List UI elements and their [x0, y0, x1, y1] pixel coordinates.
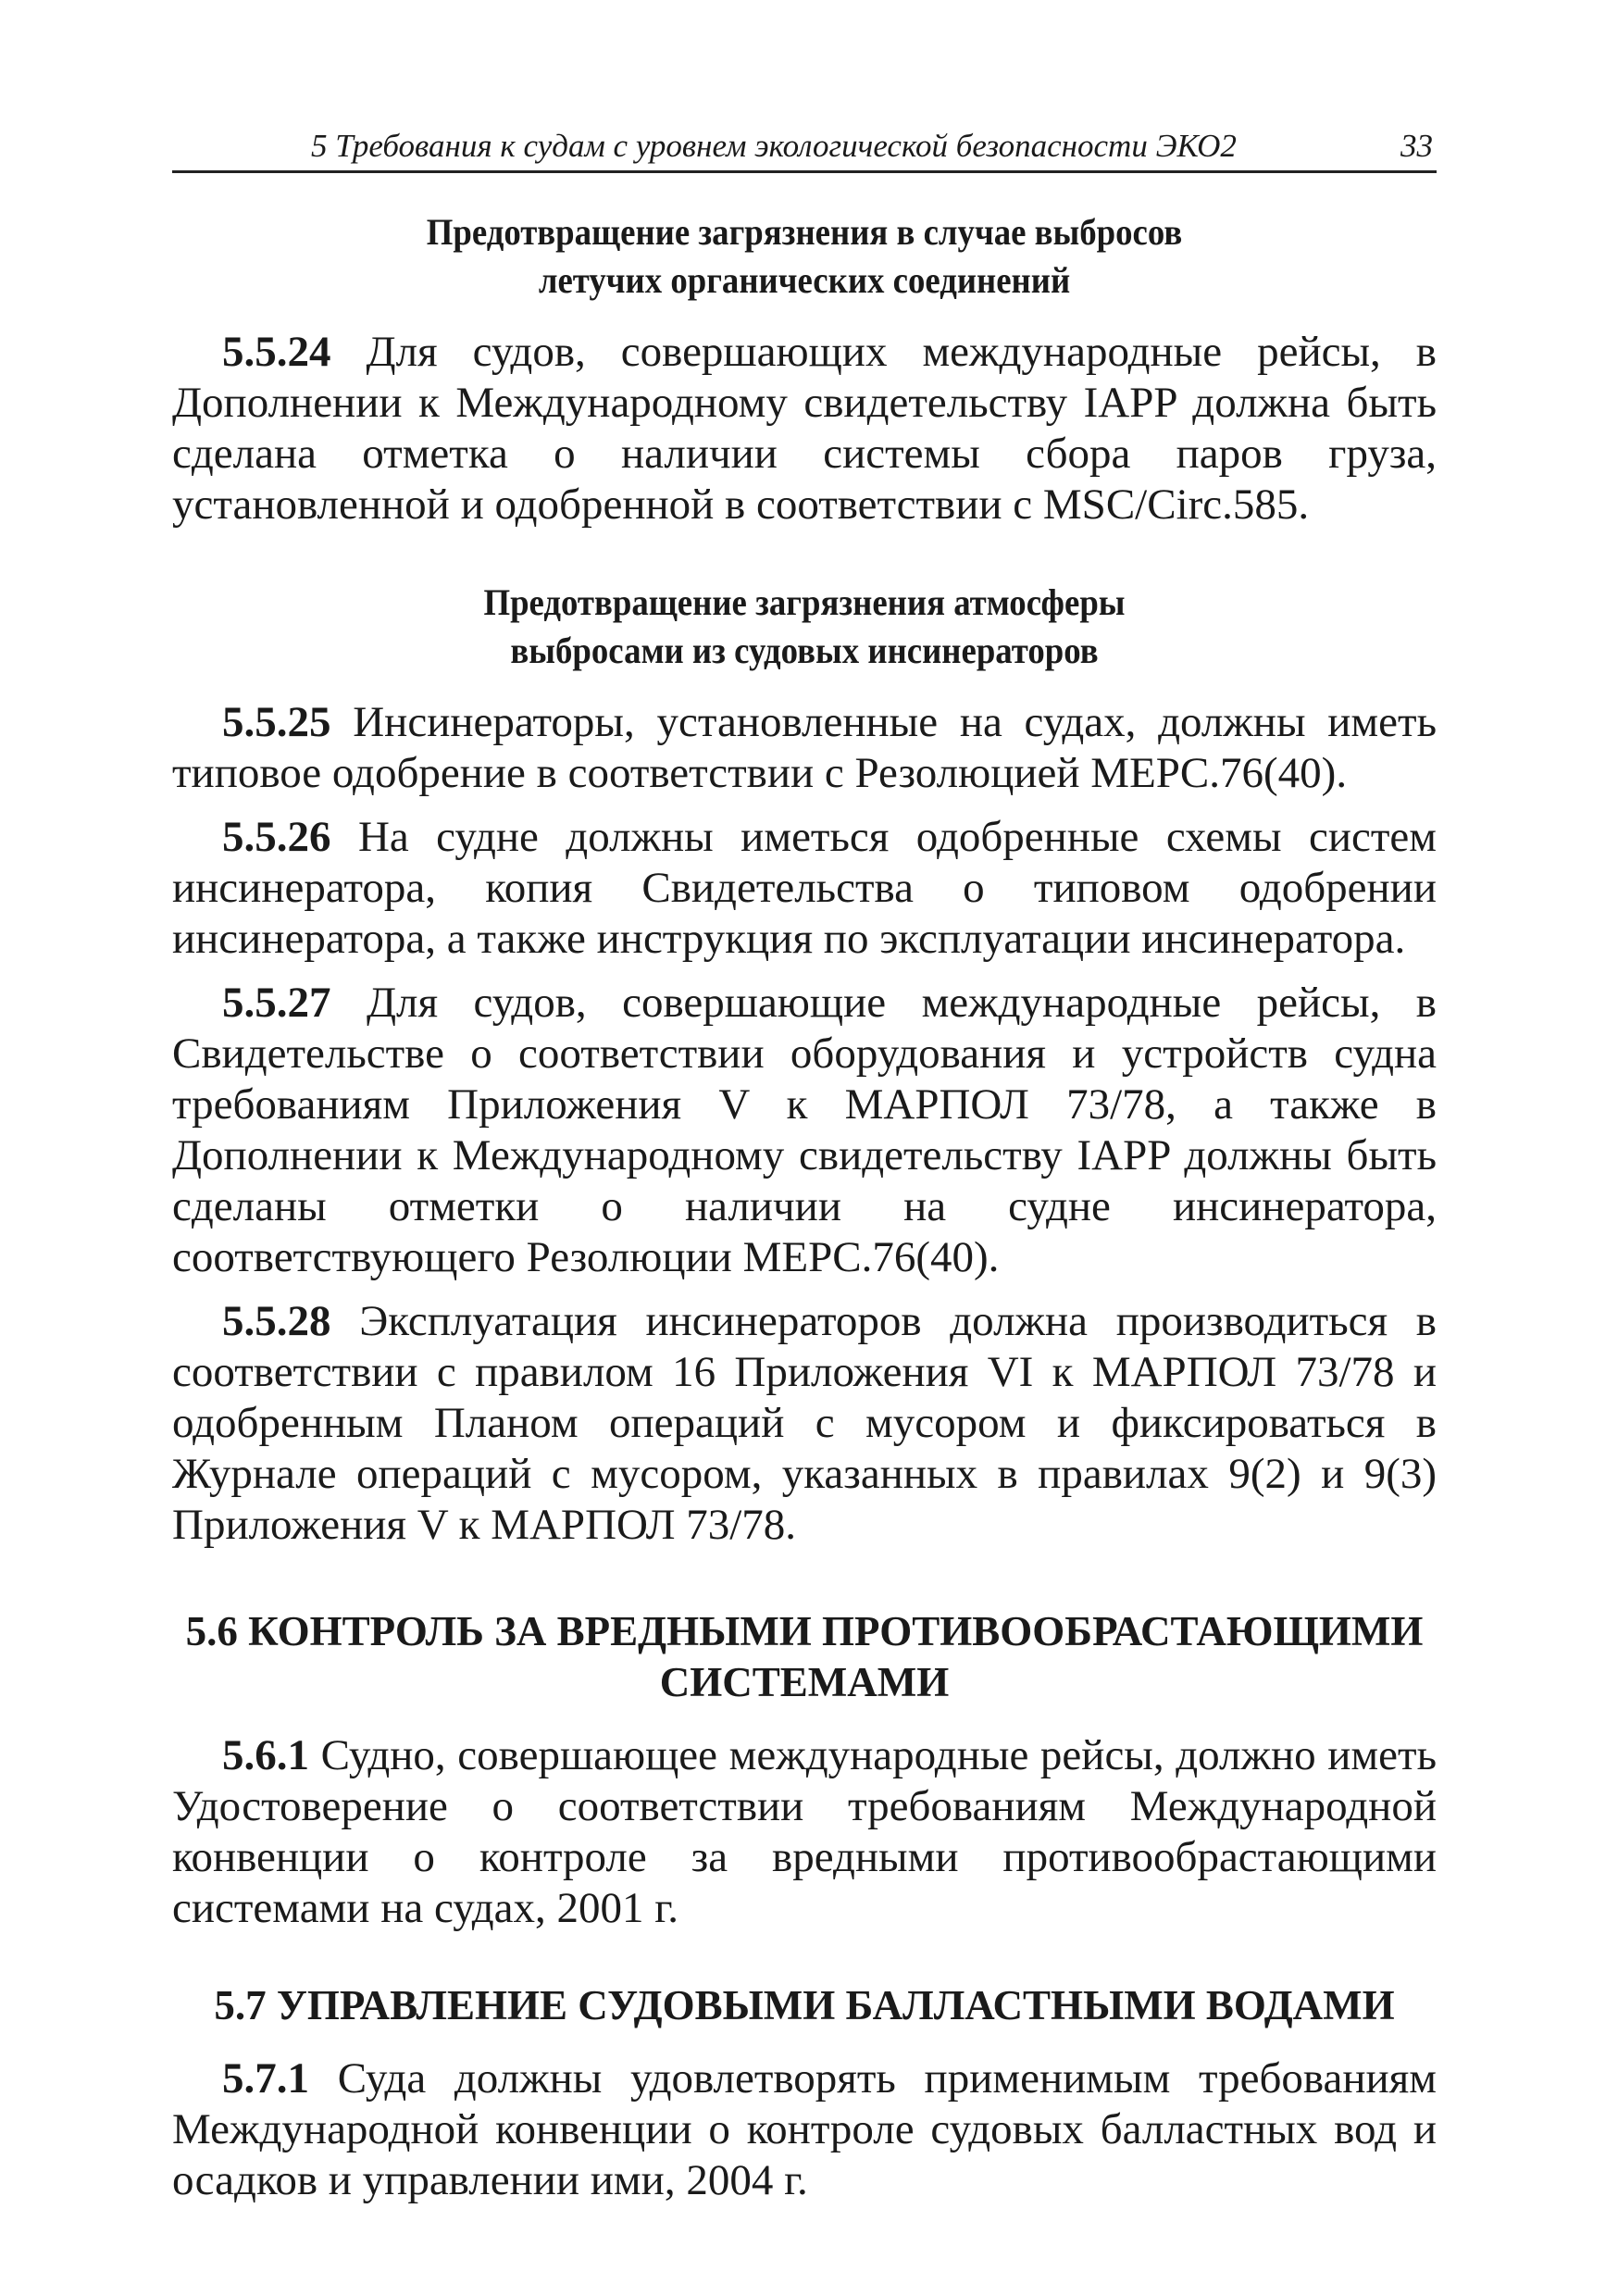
- clause-text: Эксплуатация инсинераторов должна производиться в соответствии с правилом 16 Приложения VI к МАРПОЛ 73/78 и одобренным Планом операций с мусором и фиксироваться в Журнале операций с мусором, указанных в правилах 9(2) и 9(3) Приложения V к МАРПОЛ 73/78.: [172, 1297, 1438, 1549]
- document-page: [172, 122, 1437, 2206]
- subheading-incinerators: [172, 579, 1437, 675]
- clause-number: 5.5.26: [222, 813, 331, 861]
- clause-text: Инсинераторы, установленные на судах, должны иметь типовое одобрение в соответствии с Резолюцией MEPC.76(40).: [172, 698, 1437, 797]
- section-heading-line: СИСТЕМАМИ: [659, 1659, 950, 1705]
- clause-text: Для судов, совершающих международные рейсы, в Дополнении к Международному свидетельству IAPP должна быть сделана отметка о наличии системы сбора паров груза, установленной и одобренной в соответствии с MSC/Circ.585.: [172, 328, 1438, 529]
- clause-number: 5.5.28: [222, 1297, 331, 1345]
- subheading-line: летучих органических соединений: [538, 259, 1071, 301]
- paragraph-5-6-1: [172, 1730, 1437, 1934]
- clause-text: Суда должны удовлетворять применимым требованиям Международной конвенции о контроле судовых балластных вод и осадков и управлении ими, 2004 г.: [172, 2054, 1438, 2204]
- section-heading-5-7: [172, 1980, 1437, 2031]
- clause-text: Для судов, совершающие международные рейсы, в Свидетельстве о соответствии оборудования и устройств судна требованиям Приложения V к МАРПОЛ 73/78, а также в Дополнении к Международному свидетельству IAPP должны быть сделаны отметки о наличии на судне инсинератора, соответствующего Резолюции MEPC.76(40).: [172, 979, 1438, 1281]
- clause-number: 5.7.1: [222, 2054, 309, 2103]
- clause-number: 5.5.24: [222, 328, 331, 376]
- section-heading-line: 5.6 КОНТРОЛЬ ЗА ВРЕДНЫМИ ПРОТИВООБРАСТАЮЩИМИ: [185, 1608, 1424, 1654]
- subheading-line: Предотвращение загрязнения атмосферы: [483, 581, 1126, 623]
- paragraph-5-5-24: [172, 327, 1437, 530]
- page-number: 33: [1400, 128, 1433, 164]
- paragraph-5-7-1: [172, 2053, 1437, 2206]
- paragraph-5-5-26: [172, 812, 1437, 965]
- section-heading-line: 5.7 УПРАВЛЕНИЕ СУДОВЫМИ БАЛЛАСТНЫМИ ВОДАМИ: [214, 1982, 1395, 2028]
- subheading-voc: [172, 208, 1437, 305]
- clause-number: 5.5.25: [222, 698, 331, 746]
- subheading-line: выбросами из судовых инсинераторов: [510, 630, 1099, 671]
- section-heading-5-6: [172, 1606, 1437, 1708]
- subheading-line: Предотвращение загрязнения в случае выбросов: [426, 211, 1183, 253]
- paragraph-5-5-25: [172, 697, 1437, 799]
- paragraph-5-5-28: [172, 1296, 1437, 1551]
- clause-text: Судно, совершающее международные рейсы, должно иметь Удостоверение о соответствии требованиям Международной конвенции о контроле за вредными противообрастающими системами на судах, 2001 г.: [172, 1731, 1437, 1932]
- running-title: 5 Требования к судам с уровнем экологической безопасности ЭКО2: [311, 128, 1237, 164]
- clause-number: 5.5.27: [222, 979, 331, 1027]
- clause-text: На судне должны иметься одобренные схемы систем инсинератора, копия Свидетельства о типовом одобрении инсинератора, а также инструкция по эксплуатации инсинератора.: [172, 813, 1438, 963]
- running-header: [172, 122, 1437, 173]
- clause-number: 5.6.1: [222, 1731, 309, 1779]
- paragraph-5-5-27: [172, 978, 1437, 1283]
